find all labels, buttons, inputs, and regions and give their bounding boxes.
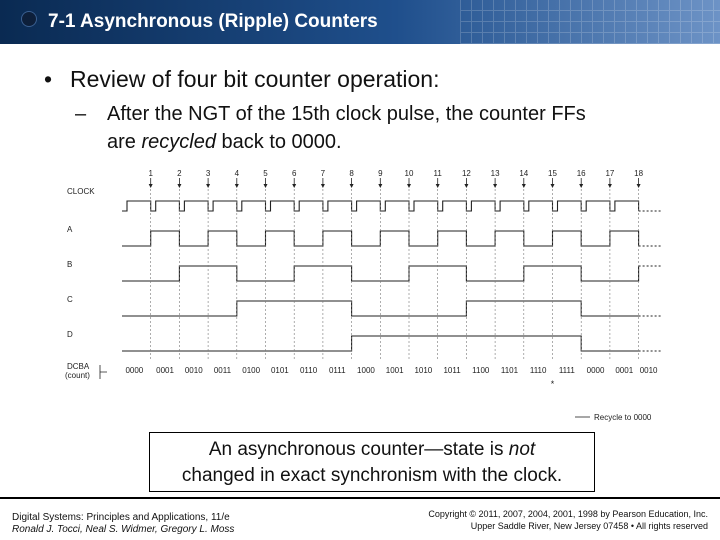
title-grid-pattern bbox=[460, 0, 720, 44]
dcba-bracket bbox=[100, 365, 107, 379]
pulse-number-label: 8 bbox=[349, 169, 354, 178]
sub-line-2-post: back to 0000. bbox=[215, 131, 342, 153]
footer-copyright: Copyright © 2011, 2007, 2004, 2001, 1998 by Pearson Education, Inc. bbox=[428, 509, 708, 519]
pulse-arrow-head bbox=[206, 184, 210, 188]
pulse-number-label: 14 bbox=[519, 169, 529, 178]
dash-icon: – bbox=[75, 103, 87, 125]
footer-left bbox=[12, 512, 234, 536]
count-state: 1100 bbox=[472, 366, 490, 375]
slide-title: 7-1 Asynchronous (Ripple) Counters bbox=[48, 11, 378, 32]
caption-line-1-emphasis: not bbox=[508, 439, 536, 460]
bullet-text: Review of four bit counter operation: bbox=[70, 66, 440, 92]
pulse-number-label: 17 bbox=[605, 169, 615, 178]
pulse-arrow-head bbox=[493, 184, 497, 188]
pulse-number-label: 11 bbox=[433, 169, 442, 178]
caption-line-2: changed in exact synchronism with the clock. bbox=[181, 465, 563, 486]
count-state: 0000 bbox=[586, 366, 605, 375]
pulse-number-label: 1 bbox=[148, 169, 153, 178]
signal-label-d: D bbox=[67, 330, 73, 339]
pulse-number-label: 3 bbox=[205, 169, 211, 178]
pulse-arrow-head bbox=[436, 184, 440, 188]
dcba-label: DCBA bbox=[67, 362, 90, 371]
footer-divider bbox=[0, 497, 720, 499]
sub-line-2-pre: are bbox=[107, 131, 142, 153]
sub-line-2-emphasis: recycled bbox=[141, 131, 216, 153]
count-state: 0011 bbox=[213, 366, 232, 375]
bullet-dot-icon: • bbox=[44, 66, 53, 92]
count-state: 1011 bbox=[443, 366, 461, 375]
pulse-number-label: 12 bbox=[461, 169, 471, 178]
signal-label-b: B bbox=[67, 260, 73, 269]
pulse-number-label: 13 bbox=[490, 169, 500, 178]
count-state: 0101 bbox=[270, 366, 289, 375]
count-state: 1111 bbox=[558, 366, 575, 375]
pulse-number-label: 9 bbox=[378, 169, 383, 178]
timing-diagram bbox=[60, 165, 680, 430]
signal-label-clock: CLOCK bbox=[67, 187, 95, 196]
signal-label-c: C bbox=[67, 295, 73, 304]
signal-label-a: A bbox=[67, 225, 73, 234]
count-state: 0110 bbox=[299, 366, 318, 375]
pulse-number-label: 2 bbox=[177, 169, 182, 178]
footer-right bbox=[428, 508, 708, 532]
pulse-arrow-head bbox=[608, 184, 612, 188]
caption-box bbox=[149, 432, 595, 492]
footer-authors: Ronald J. Tocci, Neal S. Widmer, Gregory L. Moss bbox=[12, 524, 235, 535]
recycle-note: Recycle to 0000 bbox=[594, 413, 652, 422]
pulse-number-label: 4 bbox=[234, 169, 240, 178]
pulse-number-label: 15 bbox=[548, 169, 557, 178]
count-state: 1001 bbox=[385, 366, 404, 375]
pulse-arrow-head bbox=[264, 184, 268, 188]
pulse-number-label: 16 bbox=[576, 169, 586, 178]
count-state: 0010 bbox=[184, 366, 203, 375]
count-state: 1101 bbox=[500, 366, 519, 375]
title-bar bbox=[0, 0, 720, 44]
count-state: 1010 bbox=[414, 366, 433, 375]
pulse-number-label: 5 bbox=[263, 169, 268, 178]
count-state: 0001 bbox=[156, 366, 174, 375]
sub-bullet bbox=[75, 100, 715, 156]
pulse-arrow-head bbox=[551, 184, 555, 188]
count-state: 0100 bbox=[242, 366, 261, 375]
count-state: 1110 bbox=[529, 366, 547, 375]
pulse-arrow-head bbox=[637, 184, 641, 188]
recycle-marker: * bbox=[550, 379, 555, 389]
count-state: 1000 bbox=[357, 366, 375, 375]
pulse-number-label: 18 bbox=[634, 169, 644, 178]
count-state: 0001 bbox=[615, 366, 634, 375]
count-state: 0111 bbox=[328, 366, 346, 375]
pulse-arrow-head bbox=[378, 184, 382, 188]
footer-book-title: Digital Systems: Principles and Applications, 11/e bbox=[12, 512, 230, 523]
footer-address: Upper Saddle River, New Jersey 07458 • All rights reserved bbox=[470, 521, 708, 531]
pulse-number-label: 7 bbox=[320, 169, 326, 178]
pulse-arrow-head bbox=[579, 184, 583, 188]
pulse-arrow-head bbox=[149, 184, 153, 188]
count-label: (count) bbox=[65, 371, 90, 380]
count-state: 0010 bbox=[639, 366, 658, 375]
pulse-arrow-head bbox=[407, 184, 411, 188]
caption-line-1-pre: An asynchronous counter—state is bbox=[208, 439, 509, 460]
pulse-number-label: 10 bbox=[404, 169, 414, 178]
pulse-arrow-head bbox=[177, 184, 181, 188]
bullet-item bbox=[44, 66, 439, 93]
pulse-arrow-head bbox=[292, 184, 296, 188]
sub-line-1: After the NGT of the 15th clock pulse, the counter FFs bbox=[107, 103, 586, 125]
count-state: 0000 bbox=[125, 366, 144, 375]
pulse-arrow-head bbox=[522, 184, 526, 188]
title-bullet-icon bbox=[22, 12, 36, 26]
pulse-arrow-head bbox=[464, 184, 468, 188]
pulse-number-label: 6 bbox=[291, 169, 297, 178]
pulse-arrow-head bbox=[350, 184, 354, 188]
pulse-arrow-head bbox=[235, 184, 239, 188]
pulse-arrow-head bbox=[321, 184, 325, 188]
